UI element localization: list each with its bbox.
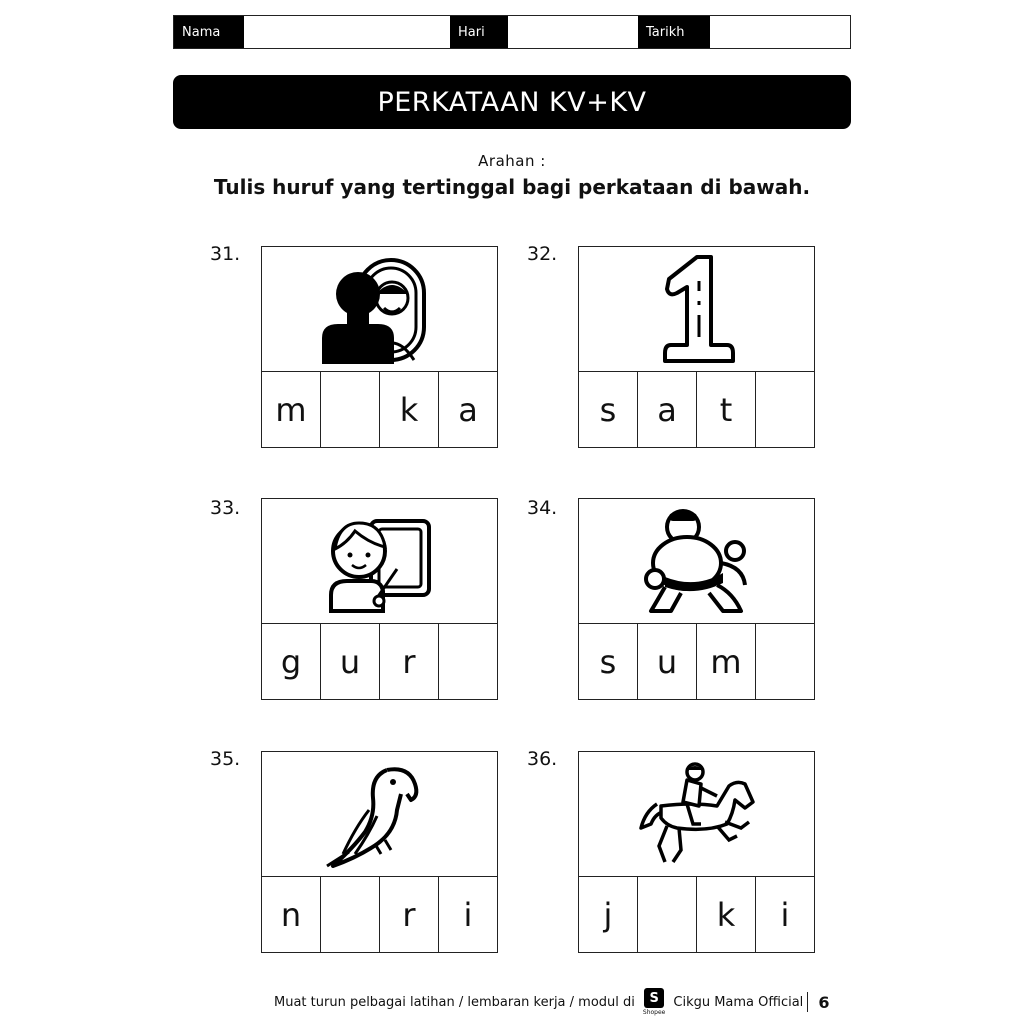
question-card: [261, 751, 498, 953]
letter-box: r: [380, 877, 439, 952]
hari-field[interactable]: [508, 16, 638, 48]
letter-box: i: [463, 895, 473, 934]
shopee-bag-icon: S: [644, 988, 664, 1008]
letter-box: k: [380, 372, 439, 447]
letter-box: m: [697, 624, 756, 699]
letter-box: n: [262, 877, 321, 952]
question-card: [261, 498, 498, 700]
tarikh-label: Tarikh: [638, 16, 710, 48]
letter-box: g: [262, 624, 321, 699]
question-number: 33.: [210, 497, 241, 519]
letter-box: s: [579, 624, 638, 699]
nama-field[interactable]: [244, 16, 450, 48]
mirror-reflection-icon: [262, 247, 497, 372]
letter-box: u: [638, 624, 697, 699]
sumo-wrestler-icon: [579, 499, 814, 624]
letter-box: k: [697, 877, 756, 952]
letter-box-blank[interactable]: [439, 624, 497, 699]
parrot-icon: [262, 752, 497, 877]
shopee-logo-icon: [643, 988, 665, 1016]
shopee-label: Shopee: [642, 1009, 666, 1016]
letter-box: s: [579, 372, 638, 447]
horse-rider-icon: [579, 752, 814, 877]
number-one-icon: [579, 247, 814, 372]
instruction-text: Tulis huruf yang tertinggal bagi perkataan di bawah.: [213, 175, 811, 199]
question-number: 36.: [527, 748, 558, 770]
page-footer: [274, 988, 829, 1016]
question-card: [578, 498, 815, 700]
letter-box: r: [380, 624, 439, 699]
question-card: [578, 246, 815, 448]
letter-box-blank[interactable]: [638, 877, 697, 952]
letter-box: i: [780, 895, 790, 934]
letter-box: u: [321, 624, 380, 699]
letter-box: a: [638, 372, 697, 447]
brand-name: Cikgu Mama Official: [673, 994, 804, 1010]
question-number: 31.: [210, 243, 241, 265]
question-card: [578, 751, 815, 953]
page-number: 6: [818, 992, 830, 1012]
letter-box-blank[interactable]: [756, 624, 814, 699]
letter-box-blank[interactable]: [756, 372, 814, 447]
divider: [807, 992, 808, 1012]
footer-text: Muat turun pelbagai latihan / lembaran kerja / modul di: [274, 994, 635, 1010]
letter-box-blank[interactable]: [321, 372, 380, 447]
tarikh-field[interactable]: [710, 16, 850, 48]
hari-label: Hari: [450, 16, 508, 48]
letter-box: m: [262, 372, 321, 447]
letter-box: a: [458, 390, 478, 429]
letter-box-blank[interactable]: [321, 877, 380, 952]
page-title: PERKATAAN KV+KV: [173, 75, 851, 129]
question-number: 34.: [527, 497, 558, 519]
student-info-bar: [173, 15, 851, 49]
instruction-label: Arahan :: [478, 152, 546, 170]
nama-label: Nama: [174, 16, 244, 48]
question-number: 35.: [210, 748, 241, 770]
letter-box: j: [579, 877, 638, 952]
teacher-icon: [262, 499, 497, 624]
question-card: [261, 246, 498, 448]
question-number: 32.: [527, 243, 558, 265]
letter-box: t: [697, 372, 756, 447]
